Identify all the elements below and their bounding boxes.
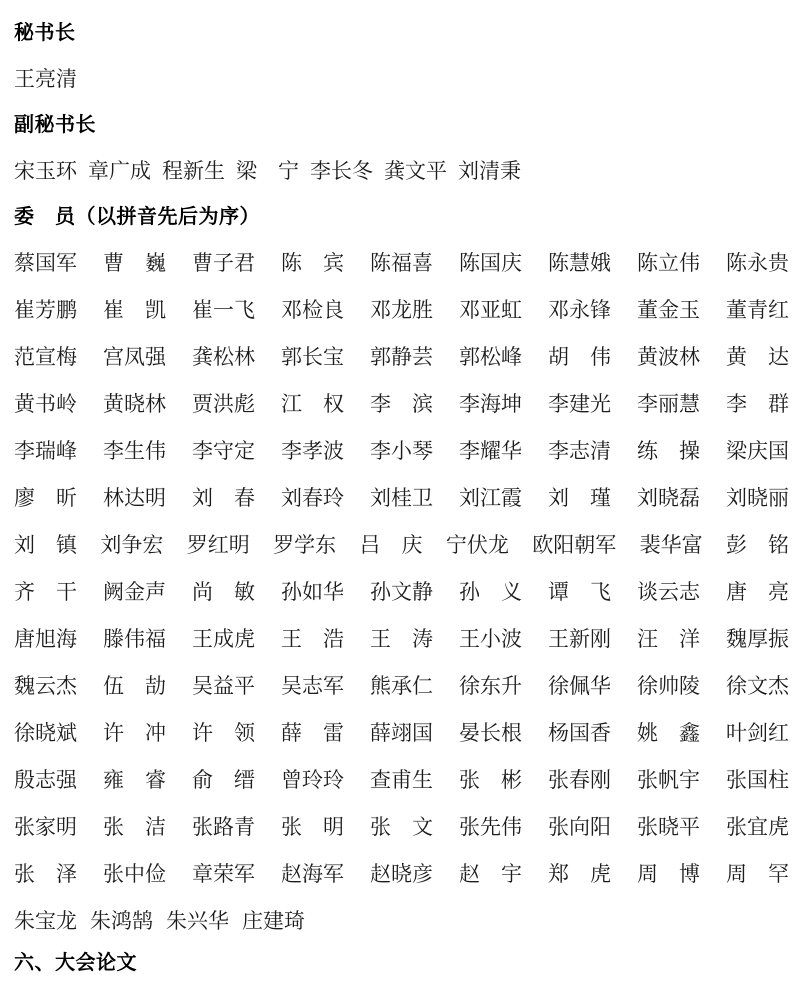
person-name: 徐帅陵 bbox=[637, 674, 700, 698]
person-name: 李丽慧 bbox=[637, 392, 700, 416]
person-name: 江 权 bbox=[281, 392, 344, 416]
person-name: 滕伟福 bbox=[103, 627, 166, 651]
person-name: 刘桂卫 bbox=[370, 486, 433, 510]
person-name: 张 洁 bbox=[103, 815, 166, 839]
person-name: 李建光 bbox=[548, 392, 611, 416]
person-name: 董金玉 bbox=[637, 298, 700, 322]
person-name: 吴志军 bbox=[281, 674, 344, 698]
person-name: 吕 庆 bbox=[359, 533, 423, 557]
person-name: 张春刚 bbox=[548, 768, 611, 792]
person-name: 章荣军 bbox=[192, 862, 255, 886]
secretary-general-heading: 秘书长 bbox=[14, 22, 76, 44]
person-name: 张 明 bbox=[281, 815, 344, 839]
person-name: 晏长根 bbox=[459, 721, 522, 745]
person-name: 张家明 bbox=[14, 815, 77, 839]
committee-row bbox=[14, 438, 789, 464]
person-name: 刘争宏 bbox=[100, 533, 164, 557]
committee-row bbox=[14, 532, 789, 558]
person-name: 杨国香 bbox=[548, 721, 611, 745]
committee-row bbox=[14, 485, 789, 511]
person-name: 李瑞峰 bbox=[14, 439, 77, 463]
person-name: 吴益平 bbox=[192, 674, 255, 698]
person-name: 庄建琦 bbox=[242, 909, 305, 933]
committee-row bbox=[14, 344, 789, 370]
committee-row bbox=[14, 626, 789, 652]
person-name: 薛翊国 bbox=[370, 721, 433, 745]
person-name: 曹 巍 bbox=[103, 251, 166, 275]
person-name: 许 冲 bbox=[103, 721, 166, 745]
person-name: 汪 洋 bbox=[637, 627, 700, 651]
person-name: 宋玉环 bbox=[14, 159, 77, 183]
person-name: 李志清 bbox=[548, 439, 611, 463]
person-name: 曹子君 bbox=[192, 251, 255, 275]
person-name: 王小波 bbox=[459, 627, 522, 651]
person-name: 李孝波 bbox=[281, 439, 344, 463]
person-name: 刘晓磊 bbox=[637, 486, 700, 510]
person-name: 程新生 bbox=[162, 159, 225, 183]
person-name: 徐晓斌 bbox=[14, 721, 77, 745]
person-name: 俞 缙 bbox=[192, 768, 255, 792]
person-name: 陈福喜 bbox=[370, 251, 433, 275]
person-name: 张路青 bbox=[192, 815, 255, 839]
person-name: 尚 敏 bbox=[192, 580, 255, 604]
person-name: 郭静芸 bbox=[370, 345, 433, 369]
person-name: 雍 睿 bbox=[103, 768, 166, 792]
person-name: 李 群 bbox=[726, 392, 789, 416]
person-name: 蔡国军 bbox=[14, 251, 77, 275]
person-name: 刘 春 bbox=[192, 486, 255, 510]
person-name: 黄波林 bbox=[637, 345, 700, 369]
committee-row bbox=[14, 391, 789, 417]
person-name: 陈永贵 bbox=[726, 251, 789, 275]
person-name: 殷志强 bbox=[14, 768, 77, 792]
person-name: 阙金声 bbox=[103, 580, 166, 604]
person-name: 张 泽 bbox=[14, 862, 77, 886]
person-name: 李耀华 bbox=[459, 439, 522, 463]
person-name: 郑 虎 bbox=[548, 862, 611, 886]
person-name: 熊承仁 bbox=[370, 674, 433, 698]
person-name: 魏云杰 bbox=[14, 674, 77, 698]
person-name: 陈国庆 bbox=[459, 251, 522, 275]
person-name: 徐文杰 bbox=[726, 674, 789, 698]
person-name: 陈 宾 bbox=[281, 251, 344, 275]
person-name: 王 涛 bbox=[370, 627, 433, 651]
person-name: 宁伏龙 bbox=[445, 533, 509, 557]
person-name: 齐 干 bbox=[14, 580, 77, 604]
person-name: 欧阳朝军 bbox=[532, 533, 617, 557]
person-name: 张先伟 bbox=[459, 815, 522, 839]
person-name: 范宣梅 bbox=[14, 345, 77, 369]
person-name: 崔一飞 bbox=[192, 298, 255, 322]
person-name: 李守定 bbox=[192, 439, 255, 463]
person-name: 李海坤 bbox=[459, 392, 522, 416]
person-name: 胡 伟 bbox=[548, 345, 611, 369]
person-name: 孙文静 bbox=[370, 580, 433, 604]
committee-row bbox=[14, 297, 789, 323]
person-name: 李小琴 bbox=[370, 439, 433, 463]
deputy-secretary-general-heading: 副秘书长 bbox=[14, 114, 96, 136]
committee-members-heading: 委 员（以拼音先后为序） bbox=[14, 206, 260, 228]
person-name: 梁 宁 bbox=[236, 159, 299, 183]
person-name: 张向阳 bbox=[548, 815, 611, 839]
person-name: 邓检良 bbox=[281, 298, 344, 322]
person-name: 姚 鑫 bbox=[637, 721, 700, 745]
person-name: 崔 凯 bbox=[103, 298, 166, 322]
person-name: 朱兴华 bbox=[166, 909, 229, 933]
person-name: 伍 劼 bbox=[103, 674, 166, 698]
committee-row bbox=[14, 767, 789, 793]
person-name: 廖 昕 bbox=[14, 486, 77, 510]
person-name: 罗红明 bbox=[186, 533, 250, 557]
person-name: 黄晓林 bbox=[103, 392, 166, 416]
person-name: 徐东升 bbox=[459, 674, 522, 698]
person-name: 唐旭海 bbox=[14, 627, 77, 651]
person-name: 罗学东 bbox=[273, 533, 337, 557]
person-name: 李生伟 bbox=[103, 439, 166, 463]
person-name: 孙 义 bbox=[459, 580, 522, 604]
person-name: 唐 亮 bbox=[726, 580, 789, 604]
person-name: 张国柱 bbox=[726, 768, 789, 792]
person-name: 谭 飞 bbox=[548, 580, 611, 604]
deputy-secretary-general-names bbox=[14, 158, 789, 184]
person-name: 王成虎 bbox=[192, 627, 255, 651]
person-name: 魏厚振 bbox=[726, 627, 789, 651]
person-name: 章广成 bbox=[88, 159, 151, 183]
person-name: 邓永锋 bbox=[548, 298, 611, 322]
person-name: 周 博 bbox=[637, 862, 700, 886]
person-name: 张晓平 bbox=[637, 815, 700, 839]
person-name: 刘江霞 bbox=[459, 486, 522, 510]
person-name: 孙如华 bbox=[281, 580, 344, 604]
person-name: 张 彬 bbox=[459, 768, 522, 792]
person-name: 陈慧娥 bbox=[548, 251, 611, 275]
person-name: 陈立伟 bbox=[637, 251, 700, 275]
committee-row bbox=[14, 908, 789, 934]
person-name: 刘清秉 bbox=[458, 159, 521, 183]
committee-row bbox=[14, 814, 789, 840]
committee-row bbox=[14, 861, 789, 887]
committee-row bbox=[14, 673, 789, 699]
person-name: 黄 达 bbox=[726, 345, 789, 369]
person-name: 王 浩 bbox=[281, 627, 344, 651]
person-name: 叶剑红 bbox=[726, 721, 789, 745]
person-name: 刘春玲 bbox=[281, 486, 344, 510]
person-name: 贾洪彪 bbox=[192, 392, 255, 416]
person-name: 彭 铭 bbox=[726, 533, 789, 557]
committee-row bbox=[14, 579, 789, 605]
person-name: 董青红 bbox=[726, 298, 789, 322]
person-name: 朱宝龙 bbox=[14, 909, 77, 933]
person-name: 龚文平 bbox=[384, 159, 447, 183]
person-name: 曾玲玲 bbox=[281, 768, 344, 792]
person-name: 刘 镇 bbox=[14, 533, 77, 557]
person-name: 梁庆国 bbox=[726, 439, 789, 463]
committee-row bbox=[14, 250, 789, 276]
person-name: 查甫生 bbox=[370, 768, 433, 792]
person-name: 郭长宝 bbox=[281, 345, 344, 369]
person-name: 黄书岭 bbox=[14, 392, 77, 416]
person-name: 张 文 bbox=[370, 815, 433, 839]
document-page bbox=[14, 20, 789, 976]
person-name: 龚松林 bbox=[192, 345, 255, 369]
person-name: 张中俭 bbox=[103, 862, 166, 886]
person-name: 赵海军 bbox=[281, 862, 344, 886]
person-name: 郭松峰 bbox=[459, 345, 522, 369]
committee-members-grid bbox=[14, 250, 789, 934]
person-name: 裴华富 bbox=[639, 533, 703, 557]
committee-row bbox=[14, 720, 789, 746]
person-name: 崔芳鹏 bbox=[14, 298, 77, 322]
person-name: 朱鸿鹄 bbox=[90, 909, 153, 933]
person-name: 王新刚 bbox=[548, 627, 611, 651]
person-name: 周 罕 bbox=[726, 862, 789, 886]
person-name: 邓亚虹 bbox=[459, 298, 522, 322]
person-name: 张帆宇 bbox=[637, 768, 700, 792]
person-name: 李长冬 bbox=[310, 159, 373, 183]
person-name: 林达明 bbox=[103, 486, 166, 510]
person-name: 宫凤强 bbox=[103, 345, 166, 369]
person-name: 李 滨 bbox=[370, 392, 433, 416]
person-name: 练 操 bbox=[637, 439, 700, 463]
person-name: 谈云志 bbox=[637, 580, 700, 604]
person-name: 刘 瑾 bbox=[548, 486, 611, 510]
person-name: 刘晓丽 bbox=[726, 486, 789, 510]
secretary-general-names bbox=[14, 66, 789, 92]
person-name: 王亮清 bbox=[14, 67, 77, 91]
person-name: 许 领 bbox=[192, 721, 255, 745]
person-name: 薛 雷 bbox=[281, 721, 344, 745]
person-name: 赵晓彦 bbox=[370, 862, 433, 886]
person-name: 张宜虎 bbox=[726, 815, 789, 839]
person-name: 邓龙胜 bbox=[370, 298, 433, 322]
conference-papers-heading: 六、大会论文 bbox=[14, 952, 137, 974]
person-name: 赵 宇 bbox=[459, 862, 522, 886]
person-name: 徐佩华 bbox=[548, 674, 611, 698]
